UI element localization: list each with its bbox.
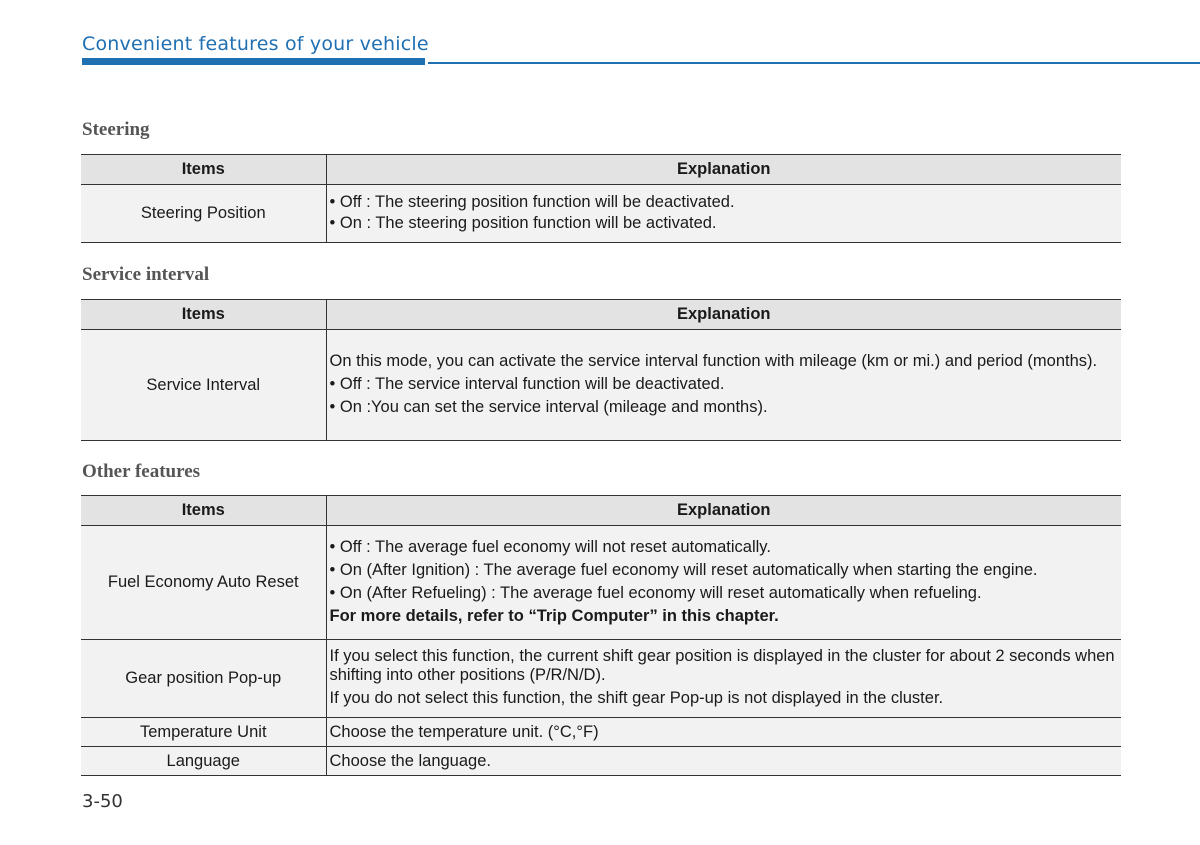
item-service-interval: Service Interval <box>81 330 326 441</box>
table-header-row <box>81 155 1121 185</box>
explanation-line: On this mode, you can activate the service interval function with mileage (km or mi.) and period (months). <box>329 351 1098 370</box>
table-header-row <box>81 300 1121 330</box>
explanation-note: For more details, refer to “Trip Computer” in this chapter. <box>329 606 779 625</box>
table-row <box>81 185 1121 243</box>
page-number: 3-50 <box>82 791 123 812</box>
explanation-line: Choose the language. <box>329 751 491 770</box>
item-gear-position-popup: Gear position Pop-up <box>81 640 326 718</box>
item-steering-position: Steering Position <box>81 185 326 243</box>
item-temperature-unit: Temperature Unit <box>81 718 326 747</box>
table-row <box>81 747 1121 776</box>
explanation-cell <box>326 640 1121 718</box>
header-rule-thin <box>428 62 1200 64</box>
explanation-line: Choose the temperature unit. (°C,°F) <box>329 722 599 741</box>
table-row <box>81 330 1121 441</box>
explanation-line: • Off : The average fuel economy will not reset automatically. <box>329 537 771 556</box>
section-title-other-features: Other features <box>82 461 201 482</box>
column-header-items: Items <box>81 496 326 526</box>
explanation-line: • Off : The steering position function will be deactivated. <box>329 192 735 211</box>
explanation-line: • On (After Refueling) : The average fuel economy will reset automatically when refueling. <box>329 583 982 602</box>
column-header-items: Items <box>81 155 326 185</box>
explanation-line: If you do not select this function, the shift gear Pop-up is not displayed in the cluster. <box>329 689 944 707</box>
steering-table <box>81 154 1121 243</box>
column-header-explanation: Explanation <box>326 300 1121 330</box>
item-fuel-economy-auto-reset: Fuel Economy Auto Reset <box>81 526 326 640</box>
explanation-line: • Off : The service interval function will be deactivated. <box>329 374 725 393</box>
explanation-cell <box>326 330 1121 441</box>
table-row <box>81 526 1121 640</box>
explanation-cell <box>326 526 1121 640</box>
explanation-line: • On : The steering position function will be activated. <box>329 213 717 232</box>
column-header-items: Items <box>81 300 326 330</box>
table-row <box>81 640 1121 718</box>
explanation-line: • On (After Ignition) : The average fuel economy will reset automatically when starting the engine. <box>329 560 1038 579</box>
section-title-service-interval: Service interval <box>82 264 210 285</box>
section-title-steering: Steering <box>82 119 150 140</box>
column-header-explanation: Explanation <box>326 496 1121 526</box>
header-rule-thick <box>82 58 425 65</box>
table-header-row <box>81 496 1121 526</box>
explanation-line: • On :You can set the service interval (mileage and months). <box>329 397 768 416</box>
explanation-cell <box>326 747 1121 776</box>
explanation-line: If you select this function, the current shift gear position is displayed in the cluster for about 2 seconds when shifting into other positions (P/R/N/D). <box>329 647 1115 684</box>
explanation-cell <box>326 185 1121 243</box>
table-row <box>81 718 1121 747</box>
chapter-title: Convenient features of your vehicle <box>82 33 429 55</box>
service-interval-table <box>81 299 1121 441</box>
explanation-cell <box>326 718 1121 747</box>
other-features-table <box>81 495 1121 776</box>
column-header-explanation: Explanation <box>326 155 1121 185</box>
item-language: Language <box>81 747 326 776</box>
